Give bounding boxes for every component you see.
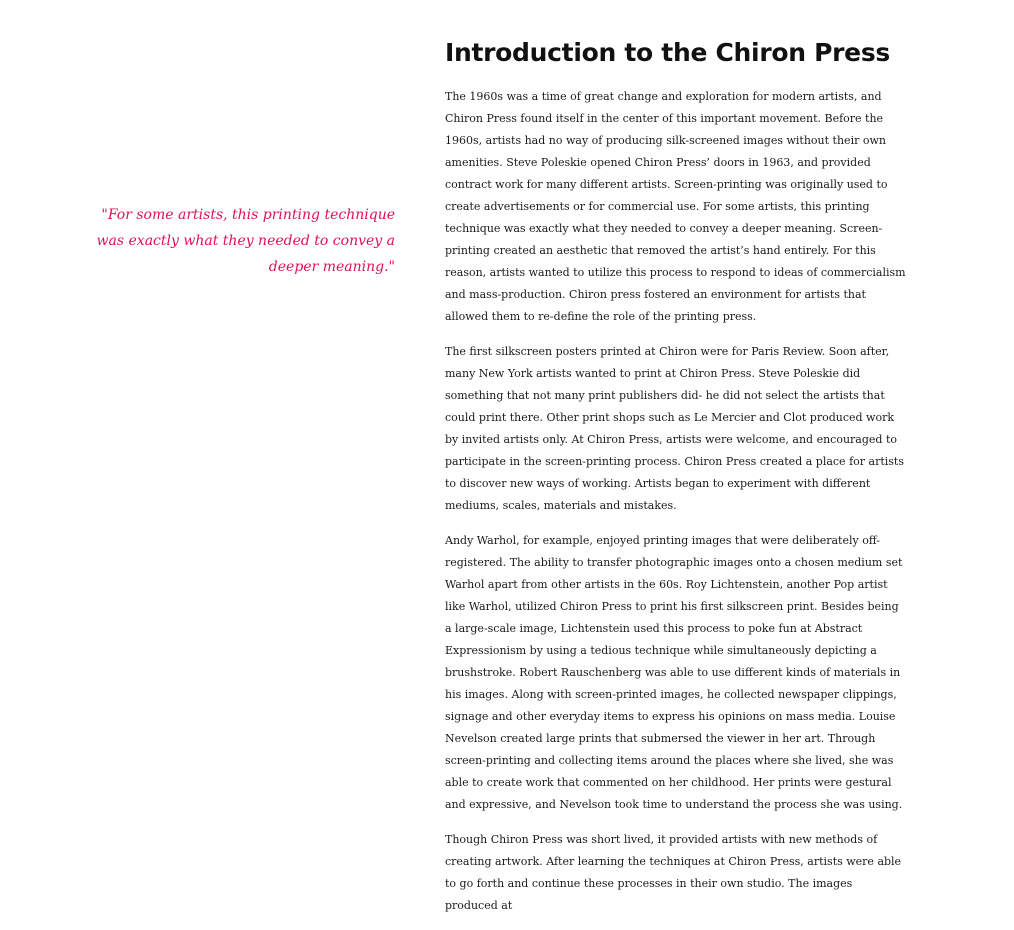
article [445, 36, 907, 930]
pull-quote: "For some artists, this printing technique was exactly what they needed to convey a deeper meaning." [96, 207, 395, 275]
article-paragraph-3: Andy Warhol, for example, enjoyed printing images that were deliberately off-registered. The ability to transfer photographic images onto a chosen medium set Warhol apart from other artists in the 60s. Roy Lichtenstein, another Pop artist like Warhol, utilized Chiron Press to print his first silkscreen print. Besides being a large-scale image, Lichtenstein used this process to poke fun at Abstract Expressionism by using a tedious technique while simultaneously depicting a brushstroke. Robert Rauschenberg was able to use different kinds of materials in his images. Along with screen-printed images, he collected newspaper clippings, signage and other everyday items to express his opinions on mass media. Louise Nevelson created large prints that submersed the viewer in her art. Through screen-printing and collecting items around the places where she lived, she was able to create work that commented on her childhood. Her prints were gestural and expressive, and Nevelson took time to understand the process she was using. [445, 534, 903, 811]
article-paragraph-1: The 1960s was a time of great change and exploration for modern artists, and Chiron Press found itself in the center of this important movement. Before the 1960s, artists had no way of producing silk-screened images without their own amenities. Steve Poleskie opened Chiron Press’ doors in 1963, and provided contract work for many different artists. Screen-printing was originally used to create advertisements or for commercial use. For some artists, this printing technique was exactly what they needed to convey a deeper meaning. Screen-printing created an aesthetic that removed the artist’s hand entirely. For this reason, artists wanted to utilize this process to respond to ideas of commercialism and mass-production. Chiron press fostered an environment for artists that allowed them to re-define the role of the printing press. [445, 90, 906, 323]
article-title: Introduction to the Chiron Press [445, 38, 890, 67]
article-paragraph-4: Though Chiron Press was short lived, it provided artists with new methods of creating artwork. After learning the techniques at Chiron Press, artists were able to go forth and continue these processes in their own studio. The images produced at [445, 833, 902, 912]
article-paragraph-2: The first silkscreen posters printed at Chiron were for Paris Review. Soon after, many New York artists wanted to print at Chiron Press. Steve Poleskie did something that not many print publishers did- he did not select the artists that could print there. Other print shops such as Le Mercier and Clot produced work by invited artists only. At Chiron Press, artists were welcome, and encouraged to participate in the screen-printing process. Chiron Press created a place for artists to discover new ways of working. Artists began to experiment with different mediums, scales, materials and mistakes. [445, 345, 904, 512]
